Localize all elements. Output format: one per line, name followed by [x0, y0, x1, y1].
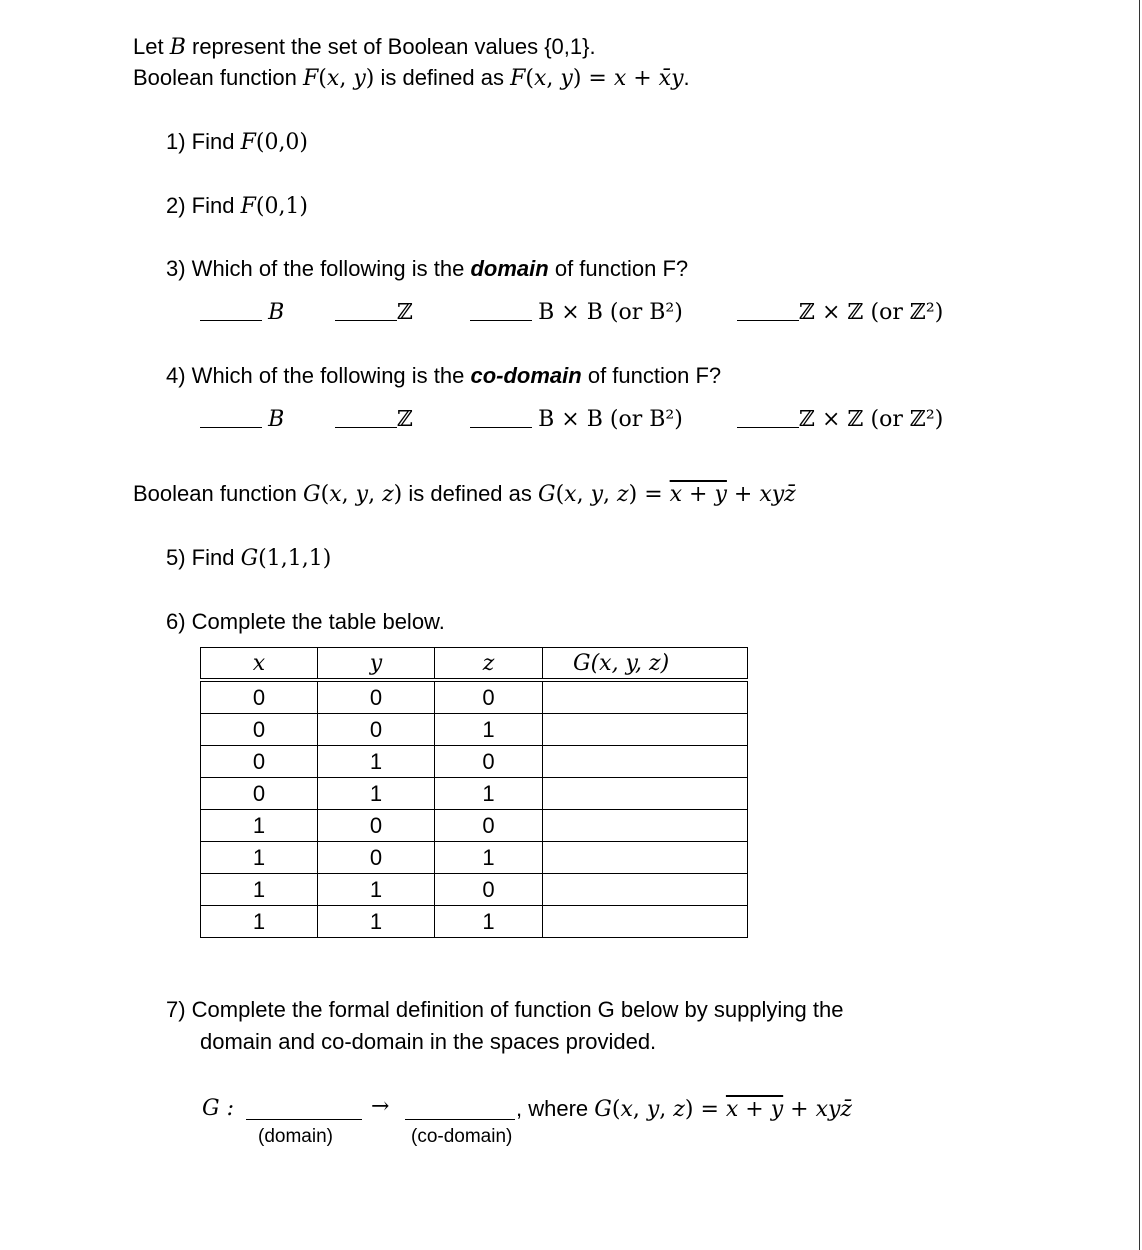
q4-option-zxz[interactable] — [737, 406, 943, 432]
cell-y: 0 — [318, 714, 435, 746]
table-header-row — [201, 648, 748, 681]
codomain-caption: (co-domain) — [411, 1126, 513, 1147]
table-row — [201, 714, 748, 746]
q4-option-zxz-label: ℤ × ℤ (or ℤ²) — [799, 407, 944, 432]
q3-option-zxz[interactable] — [737, 299, 943, 325]
cell-x: 1 — [201, 906, 318, 938]
table-row — [201, 906, 748, 938]
header-z: z — [435, 648, 543, 681]
question-2: 2) Find F(0,1) — [166, 193, 309, 219]
cell-g-answer[interactable] — [543, 874, 748, 906]
header-y: y — [318, 648, 435, 681]
question-4 — [166, 363, 721, 389]
q3-option-bxb[interactable] — [470, 299, 683, 325]
cell-y: 1 — [318, 874, 435, 906]
codomain-blank[interactable] — [405, 1099, 515, 1120]
cell-z: 1 — [435, 778, 543, 810]
intro-line-2: Boolean function F(x, y) is defined as F(x, y) = x + x̄y. — [133, 65, 690, 91]
cell-g-answer[interactable] — [543, 746, 748, 778]
cell-z: 0 — [435, 874, 543, 906]
arrow-icon: → — [371, 1094, 390, 1119]
question-1: 1) Find F(0,0) — [166, 129, 309, 155]
q3-option-bxb-label: B × B (or B²) — [538, 300, 683, 325]
cell-z: 1 — [435, 906, 543, 938]
cell-z: 0 — [435, 746, 543, 778]
q3-option-b-label: B — [268, 300, 285, 325]
truth-table — [200, 647, 748, 938]
question-3 — [166, 256, 688, 282]
q3-option-z-label: ℤ — [397, 300, 414, 325]
cell-y: 0 — [318, 842, 435, 874]
q4-option-z-label: ℤ — [397, 407, 414, 432]
question-6: 6) Complete the table below. — [166, 609, 445, 634]
q3-option-b[interactable] — [200, 299, 284, 325]
q4-option-bxb-label: B × B (or B²) — [538, 407, 683, 432]
domain-caption: (domain) — [258, 1126, 333, 1147]
cell-g-answer[interactable] — [543, 680, 748, 714]
question-4-bold: co-domain — [470, 363, 582, 388]
question-7-line-1: 7) Complete the formal definition of function G below by supplying the — [166, 997, 844, 1022]
cell-x: 1 — [201, 874, 318, 906]
cell-x: 0 — [201, 746, 318, 778]
q3-option-zxz-label: ℤ × ℤ (or ℤ²) — [799, 300, 944, 325]
g-definition: Boolean function G(x, y, z) is defined as G(x, y, z) = x + y + xyz̄ — [133, 481, 796, 507]
cell-y: 1 — [318, 906, 435, 938]
table-row — [201, 680, 748, 714]
q4-option-b-label: B — [268, 407, 285, 432]
cell-g-answer[interactable] — [543, 906, 748, 938]
question-3-bold: domain — [470, 256, 549, 281]
question-5: 5) Find G(1,1,1) — [166, 545, 332, 571]
question-3-suffix: of function F? — [548, 256, 689, 281]
cell-z: 1 — [435, 714, 543, 746]
q4-option-z[interactable] — [335, 406, 413, 432]
cell-x: 0 — [201, 778, 318, 810]
q4-option-bxb[interactable] — [470, 406, 683, 432]
question-4-suffix: of function F? — [581, 363, 722, 388]
cell-y: 1 — [318, 778, 435, 810]
cell-y: 0 — [318, 810, 435, 842]
cell-x: 0 — [201, 680, 318, 714]
formal-where: , where G(x, y, z) = x + y + xyz̄ — [516, 1096, 853, 1122]
q4-option-b[interactable] — [200, 406, 284, 432]
domain-blank[interactable] — [246, 1099, 362, 1120]
cell-g-answer[interactable] — [543, 810, 748, 842]
page-edge-line — [1139, 0, 1140, 1250]
cell-g-answer[interactable] — [543, 778, 748, 810]
header-x: x — [201, 648, 318, 681]
table-row — [201, 746, 748, 778]
question-7-line-2: domain and co-domain in the spaces provided. — [200, 1029, 657, 1054]
cell-g-answer[interactable] — [543, 714, 748, 746]
table-row — [201, 874, 748, 906]
cell-z: 1 — [435, 842, 543, 874]
header-g: G(x, y, z) — [543, 648, 748, 681]
question-3-prefix: 3) Which of the following is the — [166, 256, 471, 281]
formal-g-label: G : — [202, 1096, 234, 1121]
table-row — [201, 778, 748, 810]
cell-x: 0 — [201, 714, 318, 746]
question-4-prefix: 4) Which of the following is the — [166, 363, 471, 388]
cell-x: 1 — [201, 842, 318, 874]
cell-g-answer[interactable] — [543, 842, 748, 874]
cell-y: 0 — [318, 680, 435, 714]
cell-z: 0 — [435, 680, 543, 714]
intro-line-1: Let B represent the set of Boolean values {0,1}. — [133, 34, 596, 60]
cell-x: 1 — [201, 810, 318, 842]
cell-z: 0 — [435, 810, 543, 842]
table-row — [201, 842, 748, 874]
table-row — [201, 810, 748, 842]
cell-y: 1 — [318, 746, 435, 778]
q3-option-z[interactable] — [335, 299, 413, 325]
